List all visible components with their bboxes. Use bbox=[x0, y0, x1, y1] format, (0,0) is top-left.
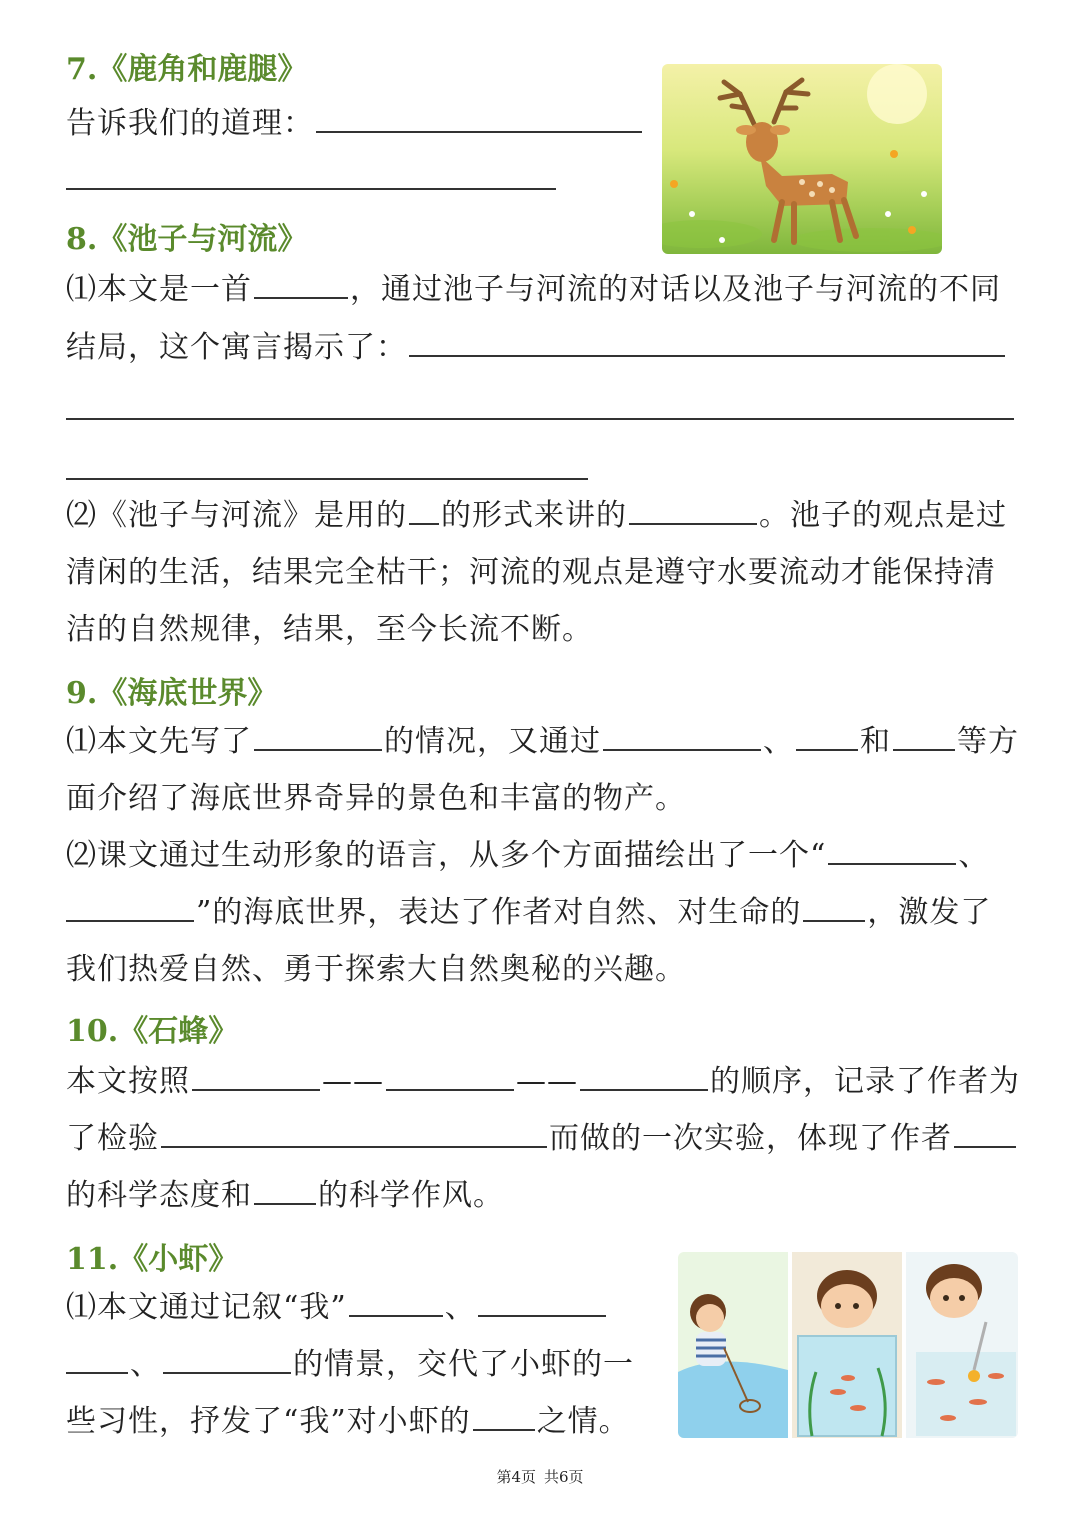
answer-blank[interactable] bbox=[66, 418, 1014, 420]
page-total: 共6页 bbox=[544, 1468, 584, 1486]
answer-blank[interactable] bbox=[580, 1059, 708, 1091]
answer-blank[interactable] bbox=[66, 890, 194, 922]
deer-illustration bbox=[662, 64, 942, 254]
section-8-q1-line1: ⑴本文是一首 ，通过池子与河流的对话以及池子与河流的不同 bbox=[66, 262, 1001, 318]
shrimp-illustration bbox=[678, 1252, 1018, 1438]
section-9-q2-line2: ”的海底世界，表达了作者对自然、对生命的 ，激发了 bbox=[66, 885, 991, 941]
answer-blank[interactable] bbox=[473, 1399, 535, 1431]
page-footer bbox=[0, 1466, 1080, 1487]
section-9-q2-line1: ⑵课文通过生动形象的语言，从多个方面描绘出了一个“ 、 bbox=[66, 828, 989, 884]
answer-blank[interactable] bbox=[954, 1116, 1016, 1148]
answer-blank[interactable] bbox=[349, 1285, 443, 1317]
section-10-title: 10.《石蜂》 bbox=[66, 1014, 239, 1049]
deer-icon bbox=[662, 64, 942, 254]
answer-blank[interactable] bbox=[893, 719, 955, 751]
section-11-line1: ⑴本文通过记叙“我” 、 bbox=[66, 1280, 608, 1336]
section-7-title: 7.《鹿角和鹿腿》 bbox=[66, 52, 308, 87]
answer-blank[interactable] bbox=[796, 719, 858, 751]
section-8-q2-line2: 清闲的生活，结果完全枯干；河流的观点是遵守水要流动才能保持清 bbox=[66, 555, 996, 590]
answer-blank[interactable] bbox=[254, 1173, 316, 1205]
section-10-line2: 了检验 而做的一次实验，体现了作者 bbox=[66, 1111, 1018, 1167]
answer-blank[interactable] bbox=[254, 267, 348, 299]
answer-blank[interactable] bbox=[163, 1342, 291, 1374]
answer-blank[interactable] bbox=[66, 1342, 128, 1374]
section-10-line3: 的科学态度和 的科学作风。 bbox=[66, 1168, 504, 1224]
section-9-title: 9.《海底世界》 bbox=[66, 676, 278, 711]
answer-blank[interactable] bbox=[478, 1285, 606, 1317]
section-8-q1-line2: 结局，这个寓言揭示了： bbox=[66, 320, 1007, 376]
section-11-title: 11.《小虾》 bbox=[66, 1242, 239, 1277]
page-number: 第4页 bbox=[496, 1468, 536, 1486]
answer-blank[interactable] bbox=[603, 719, 761, 751]
section-7-line1: 告诉我们的道理： bbox=[66, 96, 644, 152]
section-9-q1-line1: ⑴本文先写了 的情况，又通过 、 和 等方 bbox=[66, 714, 1019, 770]
section-11-line3: 些习性，抒发了“我”对小虾的 之情。 bbox=[66, 1394, 630, 1450]
answer-blank[interactable] bbox=[316, 101, 642, 133]
boy-with-shrimp-icon bbox=[678, 1252, 1018, 1438]
answer-blank[interactable] bbox=[161, 1116, 547, 1148]
section-8-q2-line1: ⑵《池子与河流》是用的 的形式来讲的 。池子的观点是过 bbox=[66, 488, 1007, 544]
answer-blank[interactable] bbox=[409, 493, 439, 525]
answer-blank[interactable] bbox=[629, 493, 757, 525]
answer-blank[interactable] bbox=[409, 325, 1005, 357]
section-9-q1-line2: 面介绍了海底世界奇异的景色和丰富的物产。 bbox=[66, 781, 686, 816]
section-8-q2-line3: 洁的自然规律，结果，至今长流不断。 bbox=[66, 612, 593, 647]
answer-blank[interactable] bbox=[254, 719, 382, 751]
section-8-title: 8.《池子与河流》 bbox=[66, 222, 308, 257]
section-9-q2-line3: 我们热爱自然、勇于探索大自然奥秘的兴趣。 bbox=[66, 952, 686, 987]
answer-blank[interactable] bbox=[386, 1059, 514, 1091]
section-10-line1: 本文按照 —— —— 的顺序，记录了作者为 bbox=[66, 1054, 1020, 1110]
answer-blank[interactable] bbox=[66, 478, 588, 480]
answer-blank[interactable] bbox=[828, 833, 956, 865]
answer-blank[interactable] bbox=[66, 188, 556, 190]
answer-blank[interactable] bbox=[803, 890, 865, 922]
answer-blank[interactable] bbox=[192, 1059, 320, 1091]
section-11-line2: 、 的情景，交代了小虾的一 bbox=[66, 1337, 634, 1393]
